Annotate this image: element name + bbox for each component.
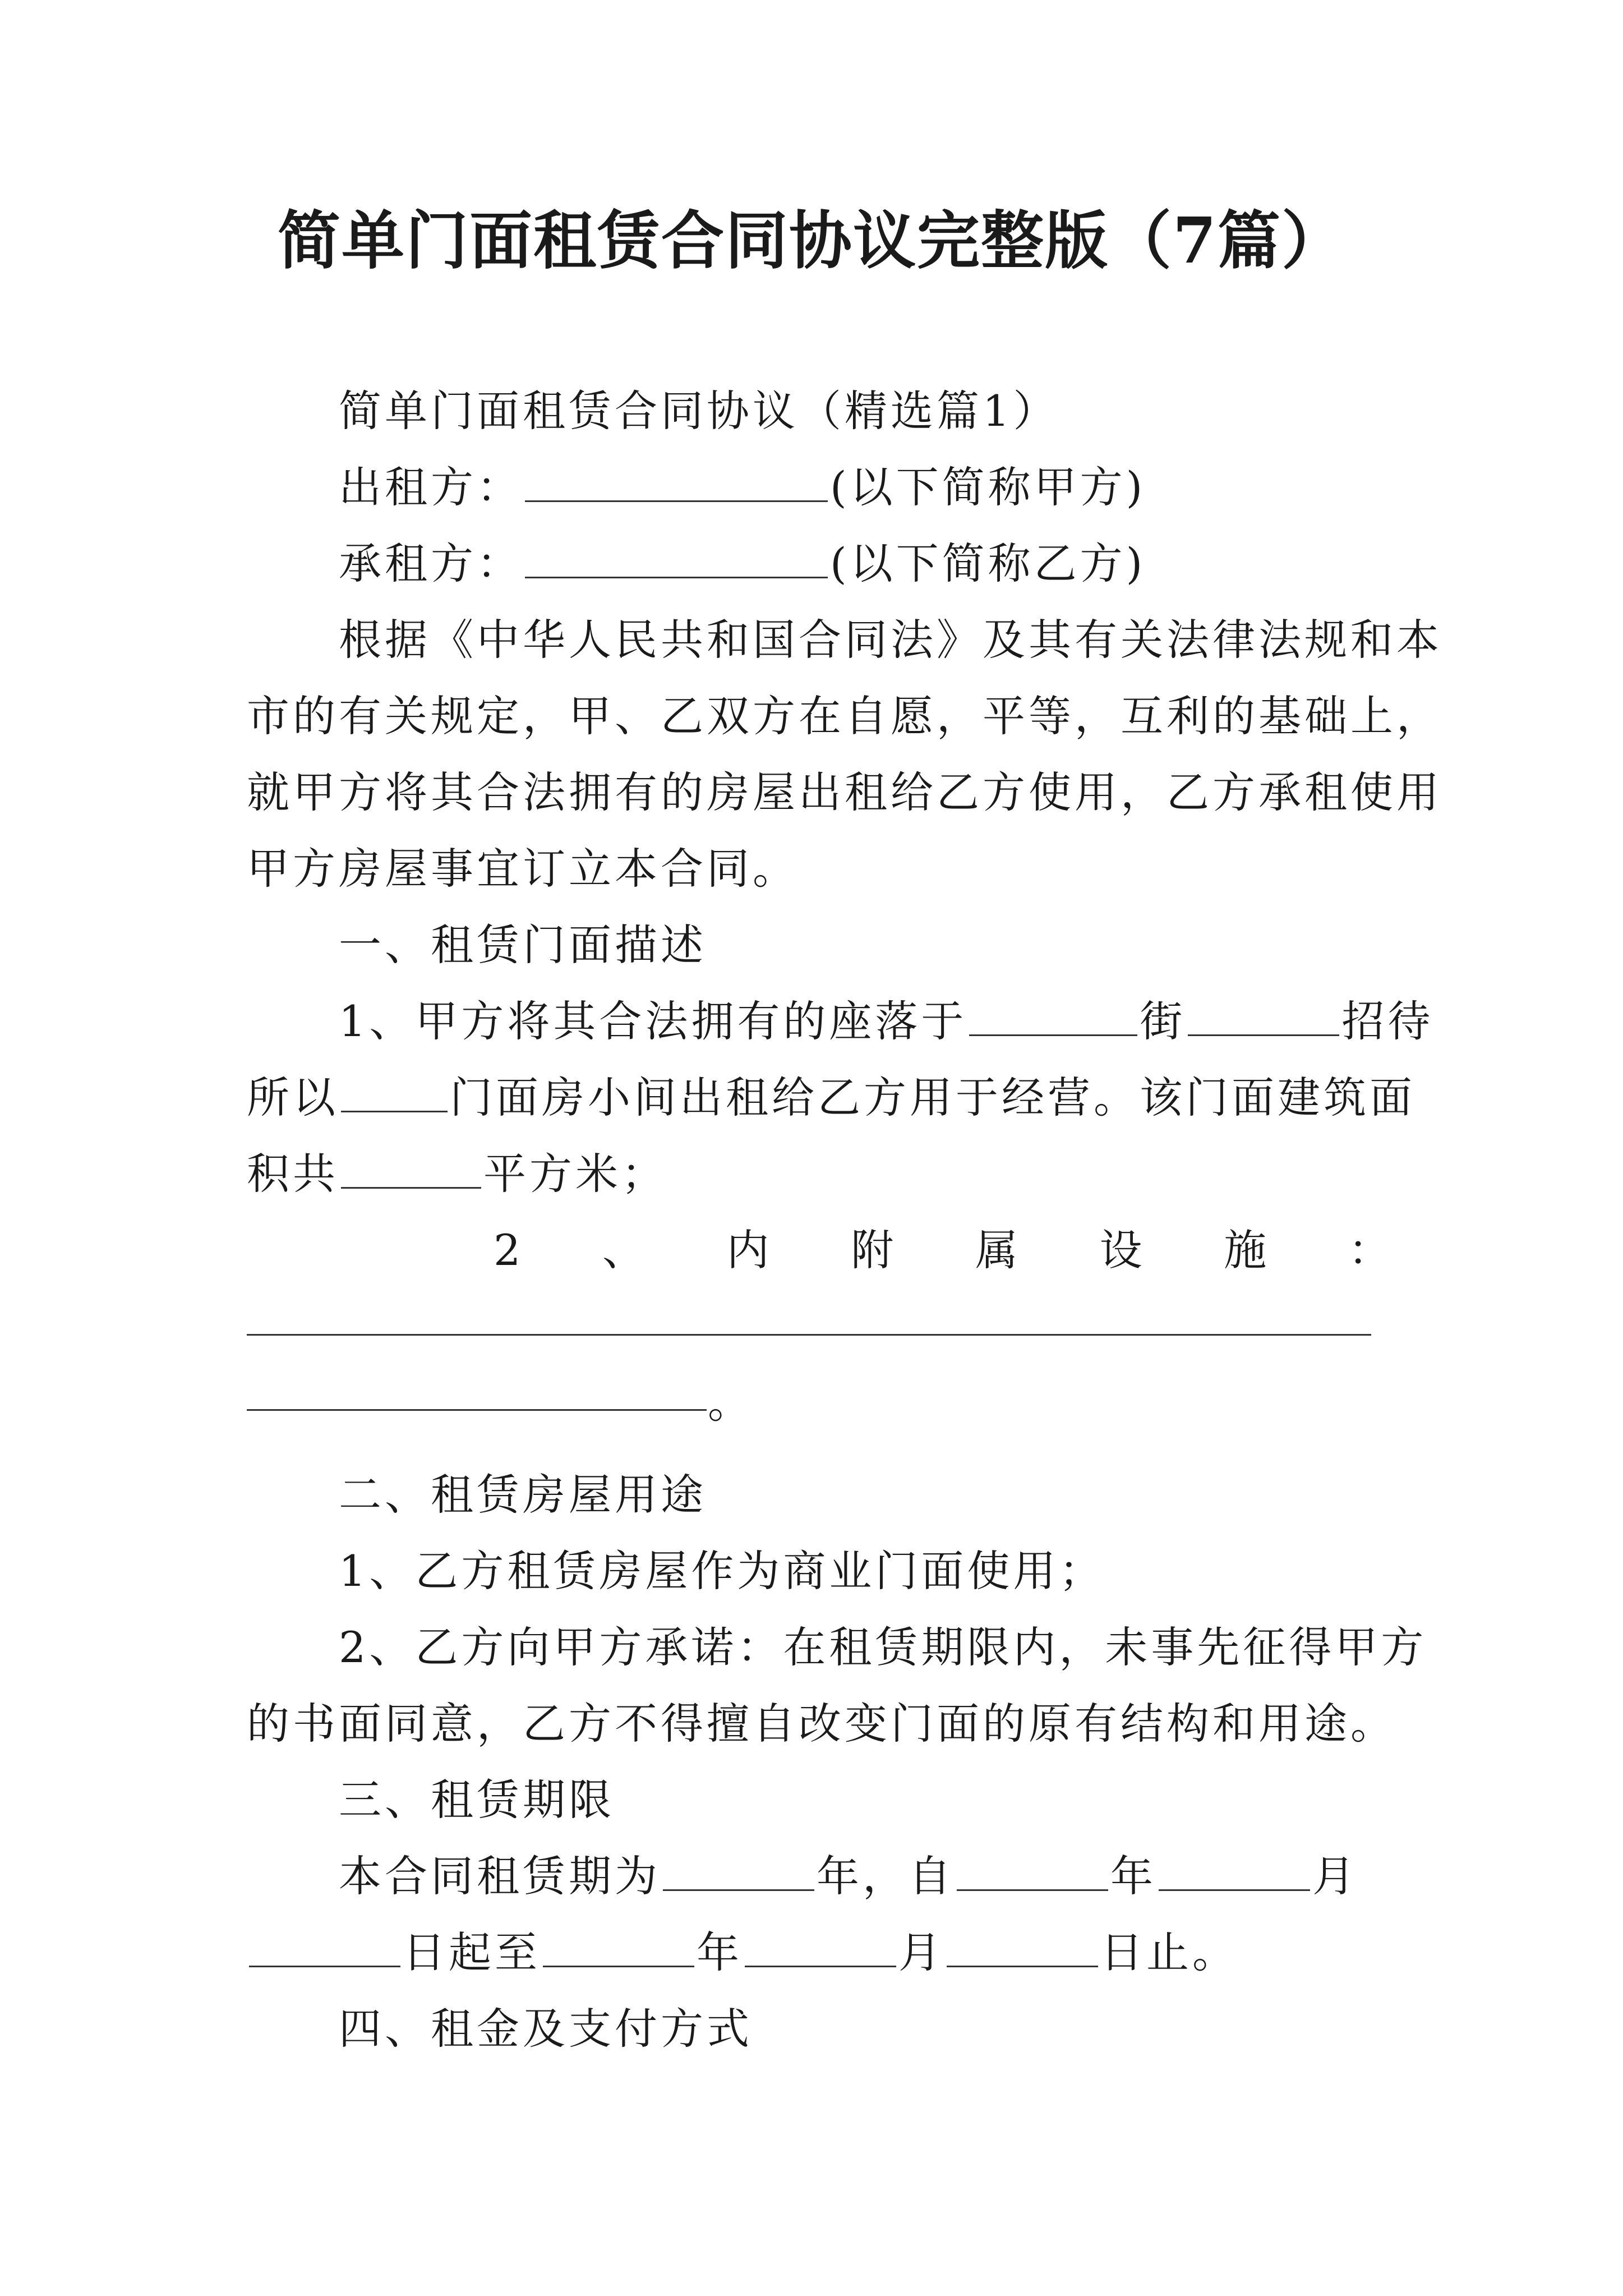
start-day-blank xyxy=(249,1926,400,1967)
item-char: 附 xyxy=(851,1225,894,1275)
term-text: 月 xyxy=(898,1927,944,1977)
area-blank xyxy=(341,1148,481,1189)
section-3-heading: 三、租赁期限 xyxy=(339,1775,615,1825)
end-month-blank xyxy=(745,1926,896,1967)
facilities-end-mark: 。 xyxy=(708,1378,754,1428)
item-char: 、 xyxy=(602,1225,645,1275)
section-3-term-line-2 xyxy=(247,1915,1391,1991)
term-text: 年 xyxy=(697,1927,743,1977)
guesthouse-blank xyxy=(1188,995,1339,1036)
end-year-blank xyxy=(543,1926,694,1967)
term-text: 年，自 xyxy=(817,1851,955,1901)
intro-line-1: 根据《中华人民共和国合同法》及其有关法律法规和本 xyxy=(339,615,1442,665)
lessor-suffix: (以下简称甲方) xyxy=(830,462,1146,512)
item-text: 所以 xyxy=(247,1073,339,1122)
facilities-blank-line-1 xyxy=(247,1334,1371,1336)
item-text: 街 xyxy=(1140,996,1186,1046)
item-text: 积共 xyxy=(247,1149,339,1199)
section-1-heading: 一、租赁门面描述 xyxy=(339,920,707,970)
intro-line-4: 甲方房屋事宜订立本合同。 xyxy=(247,844,799,894)
section-3-term-line-1 xyxy=(247,1838,1483,1915)
document-title: 简单门面租赁合同协议完整版（7篇） xyxy=(278,204,1345,278)
lessee-suffix: (以下简称乙方) xyxy=(830,539,1146,588)
item-text: 1、甲方将其合法拥有的座落于 xyxy=(339,996,967,1046)
term-text: 本合同租赁期为 xyxy=(339,1851,661,1901)
section-2-item-2-line-1: 2、乙方向甲方承诺：在租赁期限内，未事先征得甲方 xyxy=(339,1622,1427,1672)
section-1-item-1-line-3 xyxy=(247,1136,1391,1212)
section-2-heading: 二、租赁房屋用途 xyxy=(339,1470,707,1520)
term-text: 日起至 xyxy=(403,1927,541,1977)
item-char: 内 xyxy=(726,1225,769,1275)
term-years-blank xyxy=(663,1850,814,1891)
item-text: 门面房小间出租给乙方用于经营。该门面建筑面 xyxy=(450,1073,1415,1122)
lessor-blank xyxy=(525,461,828,502)
lessee-line xyxy=(247,526,1483,602)
street-blank xyxy=(969,995,1137,1036)
lessee-label: 承租方： xyxy=(339,539,523,588)
item-char: 2 xyxy=(494,1225,521,1275)
lessor-label: 出租方： xyxy=(339,462,523,512)
item-char: 施 xyxy=(1224,1225,1267,1275)
term-text: 日止。 xyxy=(1100,1927,1238,1977)
item-char: ： xyxy=(1348,1225,1391,1275)
term-text: 月 xyxy=(1312,1851,1358,1901)
item-text: 平方米； xyxy=(483,1149,667,1199)
section-2-item-2-line-2: 的书面同意，乙方不得擅自改变门面的原有结构和用途。 xyxy=(247,1699,1396,1749)
end-day-blank xyxy=(947,1926,1098,1967)
lessee-blank xyxy=(525,537,828,578)
intro-line-3: 就甲方将其合法拥有的房屋出租给乙方使用，乙方承租使用 xyxy=(247,767,1442,817)
section-4-heading: 四、租金及支付方式 xyxy=(339,2004,753,2054)
item-char: 设 xyxy=(1099,1225,1142,1275)
section-1-item-1-line-2 xyxy=(247,1060,1415,1136)
section-1-item-2 xyxy=(247,1212,1391,1289)
intro-line-2: 市的有关规定，甲、乙双方在自愿，平等，互利的基础上， xyxy=(247,691,1442,741)
lessor-line xyxy=(247,449,1483,526)
item-text: 招待 xyxy=(1341,996,1434,1046)
start-year-blank xyxy=(957,1850,1108,1891)
section-2-item-1: 1、乙方租赁房屋作为商业门面使用； xyxy=(339,1546,1105,1596)
term-text: 年 xyxy=(1110,1851,1156,1901)
subtitle: 简单门面租赁合同协议（精选篇1） xyxy=(339,386,1059,436)
item-char: 属 xyxy=(975,1225,1018,1275)
section-1-item-1-line-1 xyxy=(247,983,1483,1060)
facilities-blank-line-2 xyxy=(247,1409,707,1411)
start-month-blank xyxy=(1159,1850,1310,1891)
room-count-blank xyxy=(341,1071,448,1112)
